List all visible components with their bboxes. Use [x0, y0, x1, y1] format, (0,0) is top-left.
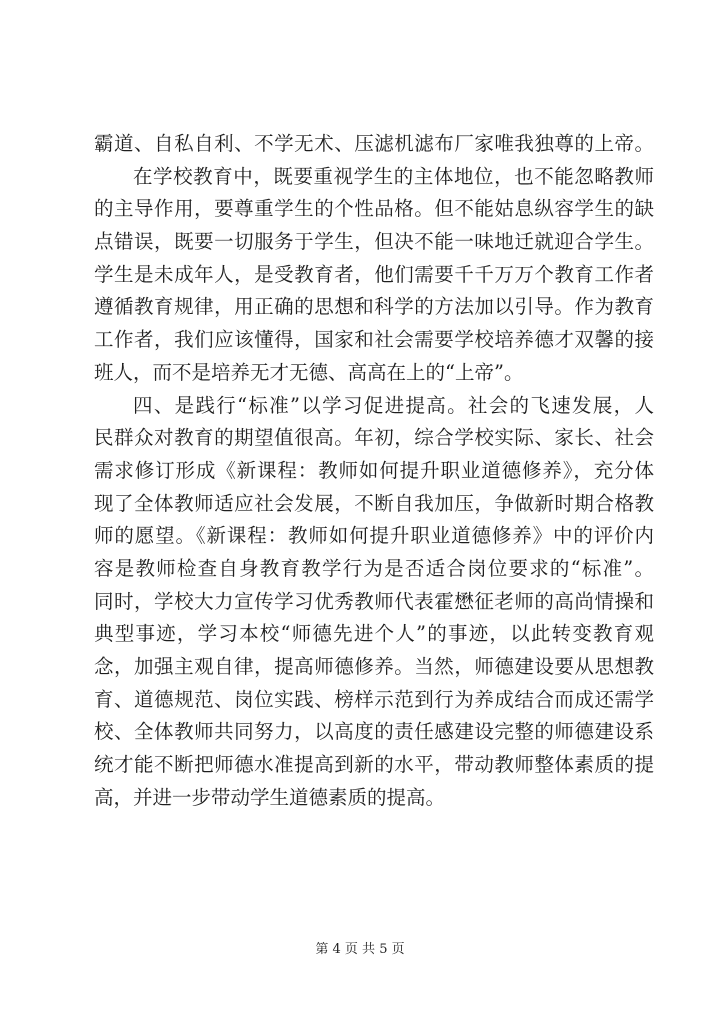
document-body	[94, 128, 654, 814]
paragraph-start: 在学校教育中，既要重视学生的主体地位，也不能忽略教师	[133, 164, 654, 188]
page-number: 第 4 页 共 5 页	[315, 942, 405, 957]
text-line: 容是教师检查自身教育教学行为是否适合岗位要求的“标准”。	[94, 556, 654, 580]
text-line: 统才能不断把师德水准提高到新的水平，带动教师整体素质的提	[94, 753, 654, 777]
text-line: 班人，而不是培养无才无德、高高在上的“上帝”。	[94, 360, 524, 384]
paragraph-start: 四、是践行“标准”以学习促进提高。社会的飞速发展，人	[133, 393, 654, 417]
text-line: 典型事迹，学习本校“师德先进个人”的事迹，以此转变教育观	[94, 622, 654, 646]
text-line: 现了全体教师适应社会发展，不断自我加压，争做新时期合格教	[94, 491, 654, 515]
text-line: 师的愿望。《新课程：教师如何提升职业道德修养》中的评价内	[94, 524, 654, 548]
text-line: 念，加强主观自律，提高师德修养。当然，师德建设要从思想教	[94, 655, 654, 678]
text-line: 高，并进一步带动学生道德素质的提高。	[94, 785, 446, 809]
text-line: 校、全体教师共同努力，以高度的责任感建设完整的师德建设系	[94, 720, 654, 744]
text-line: 的主导作用，要尊重学生的个性品格。但不能姑息纵容学生的缺	[94, 197, 654, 221]
text-line: 育、道德规范、岗位实践、榜样示范到行为养成结合而成还需学	[94, 687, 654, 711]
text-line: 需求修订形成《新课程：教师如何提升职业道德修养》，充分体	[94, 458, 654, 482]
text-line: 民群众对教育的期望值很高。年初，综合学校实际、家长、社会	[94, 426, 654, 450]
text-line: 遵循教育规律，用正确的思想和科学的方法加以引导。作为教育	[94, 295, 654, 319]
text-line: 工作者，我们应该懂得，国家和社会需要学校培养德才双馨的接	[94, 328, 654, 352]
text-line: 同时，学校大力宣传学习优秀教师代表霍懋征老师的高尚情操和	[94, 589, 654, 613]
text-line: 点错误，既要一切服务于学生，但决不能一味地迁就迎合学生。	[94, 230, 654, 254]
text-line: 霸道、自私自利、不学无术、压滤机滤布厂家唯我独尊的上帝。	[94, 132, 654, 155]
text-line: 学生是未成年人，是受教育者，他们需要千千万万个教育工作者	[94, 262, 654, 286]
